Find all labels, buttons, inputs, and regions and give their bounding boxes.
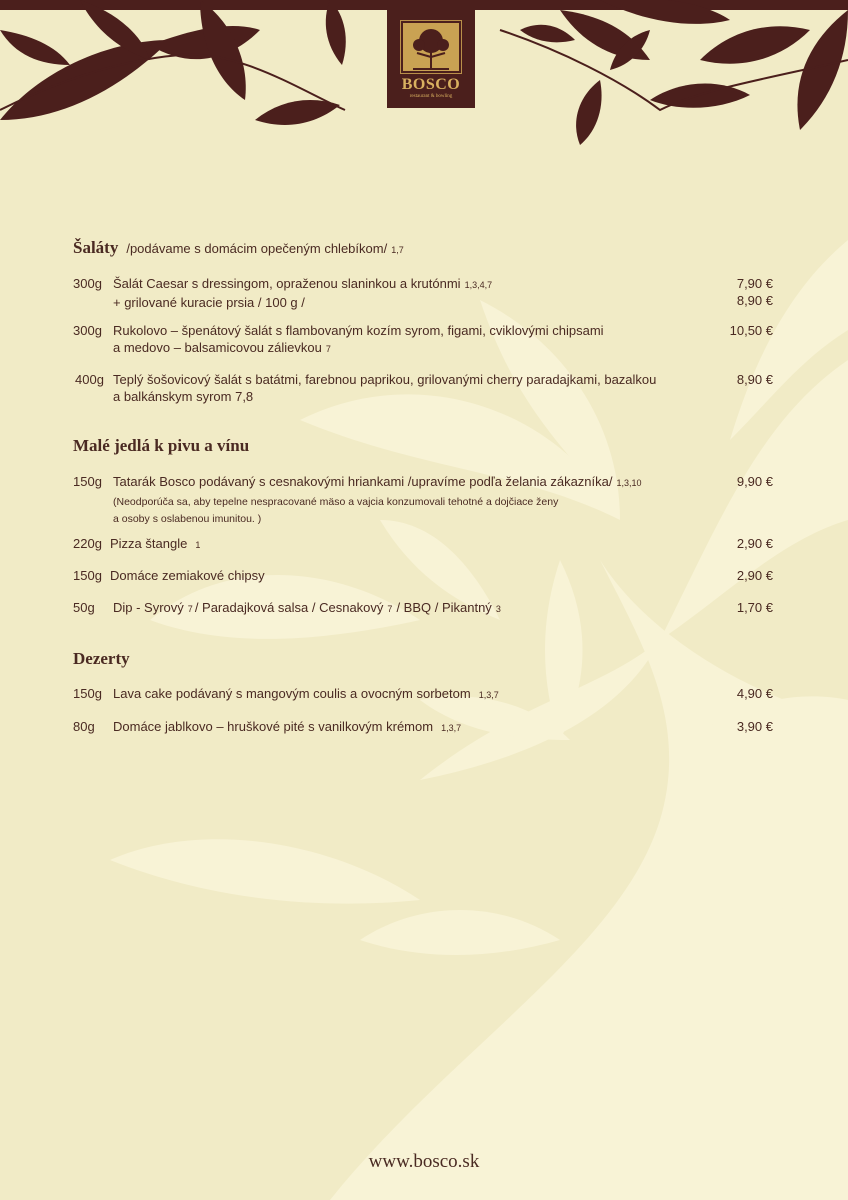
item-weight: 150g <box>73 686 102 701</box>
item-weight: 80g <box>73 719 95 734</box>
item-name: Rukolovo – špenátový šalát s flambovaným kozím syrom, figami, cviklovými chipsami <box>113 323 604 338</box>
menu-item <box>73 567 773 584</box>
item-price: 1,70 € <box>736 600 773 615</box>
item-weight: 150g <box>73 474 102 489</box>
allergen-codes: 7 <box>387 604 393 614</box>
menu-item <box>73 275 773 309</box>
item-description <box>113 275 713 311</box>
item-description <box>113 599 713 618</box>
item-price: 2,90 € <box>736 568 773 583</box>
allergen-codes: 7 <box>187 604 193 614</box>
menu-item <box>73 685 773 702</box>
item-name: Šalát Caesar s dressingom, opraženou slaninkou a krutónmi <box>113 276 461 291</box>
item-name-cont: a medovo – balsamicovou zálievkou <box>113 340 322 355</box>
item-price: 4,90 € <box>736 686 773 701</box>
item-price <box>737 275 773 309</box>
item-description <box>113 718 713 737</box>
item-description <box>113 322 713 358</box>
section-title-desserts: Dezerty <box>73 649 130 668</box>
section-note: /podávame s domácim opečeným chlebíkom/ <box>126 241 388 256</box>
menu-item <box>73 473 773 523</box>
brand-tagline: restaurant & bowling <box>409 94 453 99</box>
item-price: 9,90 € <box>736 474 773 489</box>
item-name-cont: a balkánskym syrom 7,8 <box>113 389 254 404</box>
item-name: Lava cake podávaný s mangovým coulis a ovocným sorbetom <box>113 686 471 701</box>
item-note: (Neodporúča sa, aby tepelne nespracované mäso a vajcia konzumovali tehotné a dojčiace ženy <box>113 496 559 508</box>
item-name: Tatarák Bosco podávaný s cesnakovými hriankami /upravíme podľa želania zákazníka/ <box>113 474 613 489</box>
item-price: 3,90 € <box>736 719 773 734</box>
allergen-codes: 1,3,7 <box>441 723 462 733</box>
menu-item <box>73 599 773 616</box>
item-price: 10,50 € <box>729 323 773 338</box>
allergen-codes: 3 <box>495 604 501 614</box>
allergen-codes: 1,3,10 <box>616 478 642 488</box>
item-price: 2,90 € <box>736 536 773 551</box>
allergen-codes: 7 <box>325 344 331 354</box>
price: 7,90 € <box>736 276 773 291</box>
item-weight: 300g <box>73 276 102 291</box>
price-extra: 8,90 € <box>736 293 773 308</box>
section-heading: Šaláty <box>73 238 119 257</box>
menu-item <box>73 322 773 356</box>
item-weight: 50g <box>73 600 95 615</box>
item-description <box>113 371 713 405</box>
allergen-codes: 1,3,4,7 <box>464 280 493 290</box>
section-title-salads <box>73 238 404 258</box>
item-description <box>113 685 713 704</box>
allergen-codes: 1,3,7 <box>478 690 499 700</box>
item-weight: 400g <box>75 372 104 387</box>
dip-option: Dip - Syrový <box>113 600 184 615</box>
item-name: Pizza štangle <box>110 536 188 551</box>
item-price: 8,90 € <box>736 372 773 387</box>
item-name: Teplý šošovicový šalát s batátmi, farebnou paprikou, grilovanými cherry paradajkami, bazalkou <box>113 372 657 387</box>
item-weight: 150g <box>73 568 102 583</box>
brand-name: BOSCO <box>401 76 461 93</box>
item-name: Domáce jablkovo – hruškové pité s vanilkovým krémom <box>113 719 434 734</box>
section-title-snacks: Malé jedlá k pivu a vínu <box>73 436 250 455</box>
website-link[interactable]: www.bosco.sk <box>368 1151 480 1172</box>
allergen-codes: 1 <box>195 540 201 550</box>
dip-option: / Paradajková salsa / Cesnakový <box>194 600 384 615</box>
dip-option: / BBQ / Pikantný <box>396 600 492 615</box>
item-note: a osoby s oslabenou imunitou. ) <box>113 513 262 525</box>
allergen-codes: 1,7 <box>391 245 404 255</box>
item-weight: 300g <box>73 323 102 338</box>
item-description <box>113 473 713 526</box>
item-weight: 220g <box>73 536 102 551</box>
menu-item <box>73 371 773 405</box>
item-extra: + grilované kuracie prsia / 100 g / <box>113 295 305 310</box>
menu-item <box>73 718 773 735</box>
menu-item <box>73 535 773 552</box>
item-description <box>110 535 710 554</box>
item-description: Domáce zemiakové chipsy <box>110 568 265 583</box>
